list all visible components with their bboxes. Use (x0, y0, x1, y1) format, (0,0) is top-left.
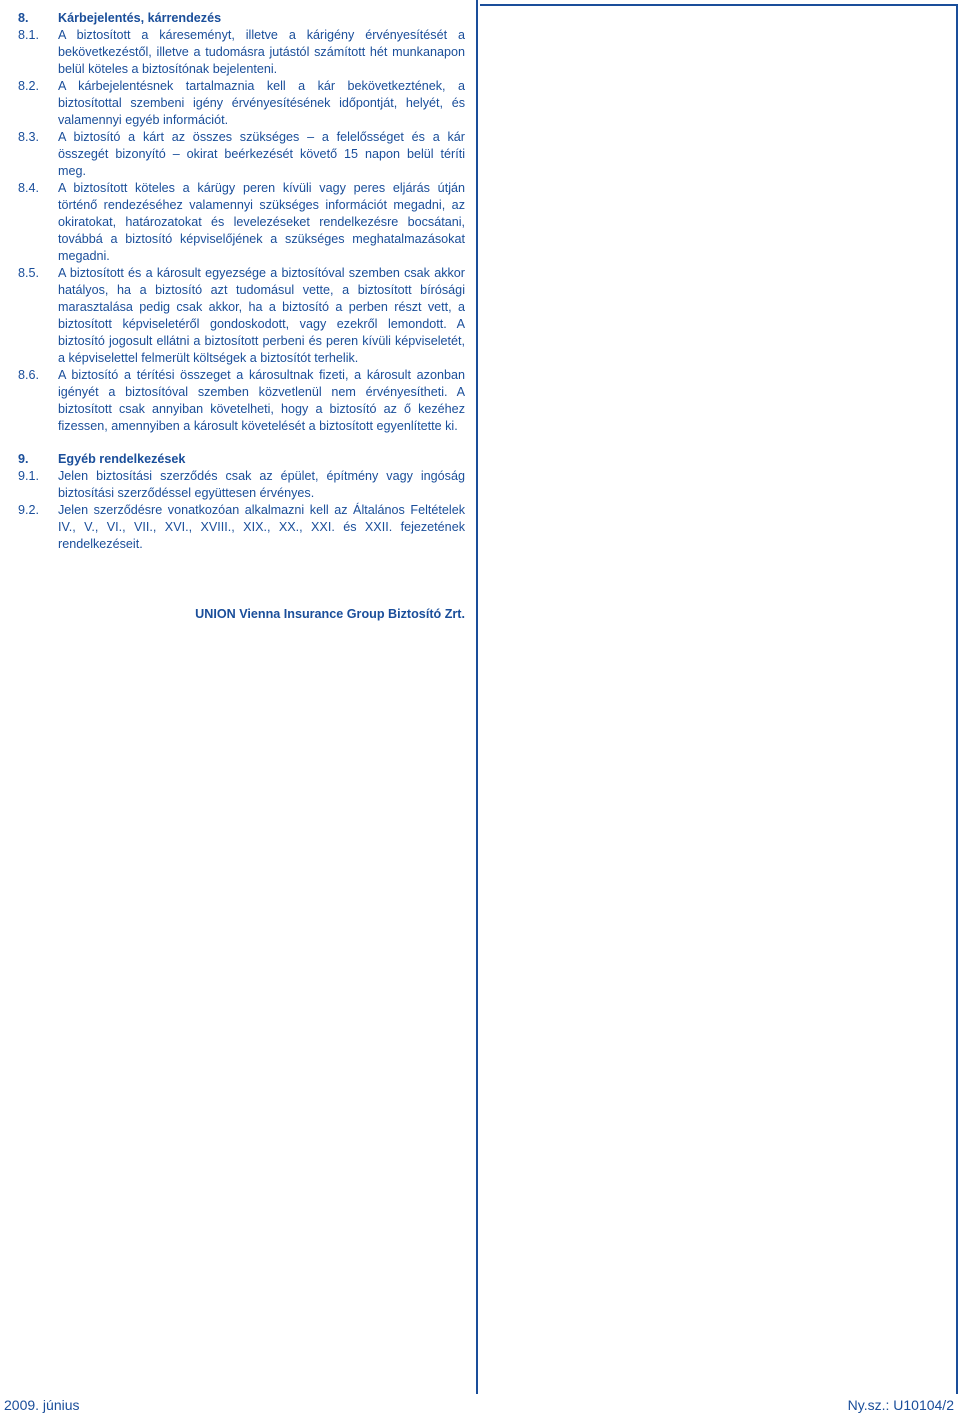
clause-number: 8.3. (18, 130, 40, 144)
clause-8-4 (18, 180, 465, 265)
clause-8-1 (18, 27, 465, 78)
clause-number: 9.2. (18, 503, 40, 517)
section-number: 8. (18, 11, 29, 25)
left-column (0, 0, 478, 1394)
right-column-empty (480, 4, 958, 1394)
section-spacer (18, 435, 465, 451)
clause-text: A biztosított és a károsult egyezsége a biztosítóval szemben csak akkor hatályos, ha a biztosító azt tudomásul vette, a biztosított bírósági marasztalása pedig csak akkor, ha a biztosító a perben részt vett, a biztosított képviseletéről gondoskodott, vagy ezekről lemondott. A biztosító jogosult ellátni a biztosított perbeni és peren kívüli képviseletét, a képviselettel felmerült költségek a biztosítót terhelik. (58, 266, 465, 365)
clause-text: A biztosító a térítési összeget a károsultnak fizeti, a károsult azonban igényét a biztosítóval szemben közvetlenül nem érvényesítheti. A biztosított csak annyiban követelheti, hogy a biztosító az ő kezéhez fizessen, amennyiben a károsult követelését a biztosított egyenlítette ki. (58, 368, 465, 433)
clause-number: 9.1. (18, 469, 40, 483)
clause-8-5 (18, 265, 465, 367)
clause-9-1 (18, 468, 465, 502)
clause-number: 8.6. (18, 368, 40, 382)
clause-number: 8.2. (18, 79, 40, 93)
clause-text: A biztosított köteles a kárügy peren kívüli vagy peres eljárás útján történő rendezéséhez valamennyi szükséges információt megadni, az okiratokat, határozatokat és levelezéseket rendelkezésre bocsátani, továbbá a biztosító képviselőjének a szükséges meghatalmazásokat megadni. (58, 181, 465, 263)
clause-text: Jelen biztosítási szerződés csak az épület, építmény vagy ingóság biztosítási szerződéssel együttesen érvényes. (58, 469, 465, 500)
section-number: 9. (18, 452, 29, 466)
clause-8-2 (18, 78, 465, 129)
company-signature: UNION Vienna Insurance Group Biztosító Zrt. (195, 607, 465, 621)
section-9-heading (18, 451, 465, 468)
page-footer (0, 1396, 960, 1416)
clause-text: Jelen szerződésre vonatkozóan alkalmazni kell az Általános Feltételek IV., V., VI., VII., XVI., XVIII., XIX., XX., XXI. és XXII. fejezetének rendelkezéseit. (58, 503, 465, 551)
clause-number: 8.1. (18, 28, 40, 42)
section-title: Egyéb rendelkezések (58, 452, 186, 466)
footer-form-code: Ny.sz.: U10104/2 (847, 1397, 954, 1413)
clause-8-3 (18, 129, 465, 180)
clause-8-6 (18, 367, 465, 435)
clause-text: A biztosított a káreseményt, illetve a kárigény érvényesítését a bekövetkezéstől, illetve a tudomásra jutástól számított hét munkanapon belül köteles a biztosítónak bejelenteni. (58, 28, 465, 76)
clause-text: A biztosító a kárt az összes szükséges – a felelősséget és a kár összegét bizonyító – okirat beérkezését követő 15 napon belül téríti meg. (58, 130, 465, 178)
clause-text: A kárbejelentésnek tartalmaznia kell a kár bekövetkeztének, a biztosítottal szembeni igény érvényesítésének időpontját, helyét, és valamennyi egyéb információt. (58, 79, 465, 127)
section-8-heading (18, 10, 465, 27)
clause-9-2 (18, 502, 465, 553)
document-body (18, 10, 465, 621)
section-title: Kárbejelentés, kárrendezés (58, 11, 222, 25)
clause-number: 8.4. (18, 181, 40, 195)
clause-number: 8.5. (18, 266, 40, 280)
footer-date: 2009. június (4, 1397, 80, 1413)
